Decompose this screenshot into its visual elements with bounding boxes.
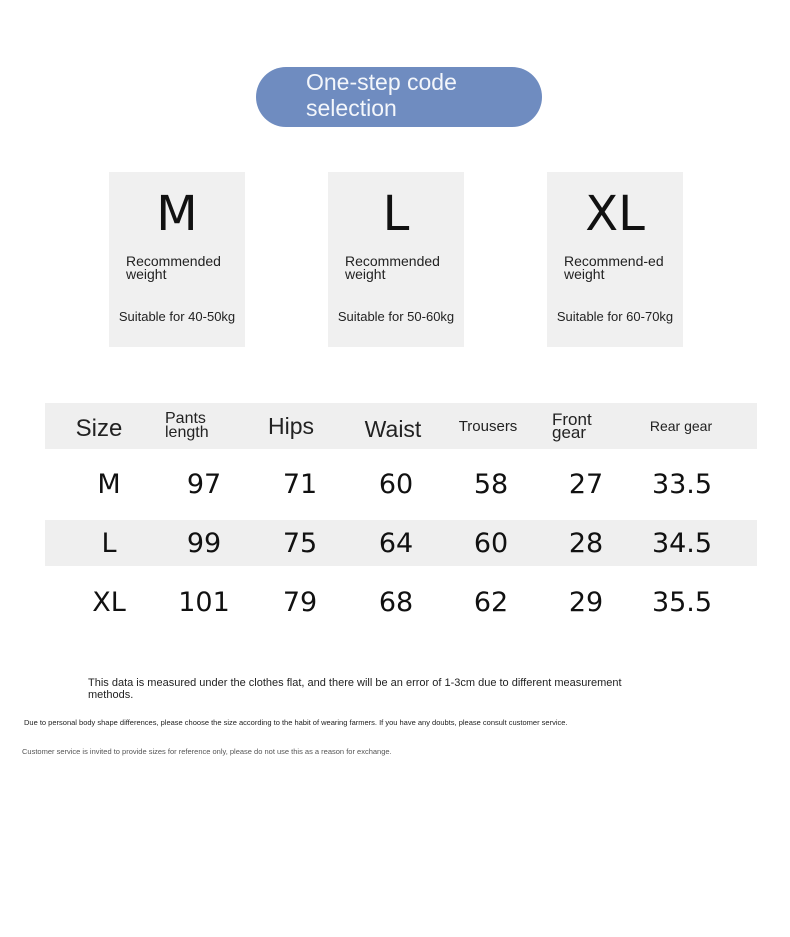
cell-hips: 79 bbox=[282, 586, 318, 618]
cell-pants-length: 101 bbox=[178, 586, 230, 618]
cell-trousers: 60 bbox=[473, 527, 509, 559]
table-row-l bbox=[45, 520, 757, 566]
cell-rear-gear: 33.5 bbox=[651, 469, 713, 500]
card-recommended-label: Recommended weight bbox=[345, 253, 440, 282]
card-size-label: XL bbox=[585, 186, 645, 242]
header-hips: Hips bbox=[267, 412, 314, 439]
header-front-gear: Front gear bbox=[552, 410, 592, 442]
size-card-l bbox=[328, 172, 464, 347]
card-size-label: M bbox=[156, 186, 198, 242]
card-recommended-label: Recommended weight bbox=[126, 253, 221, 282]
header-trousers: Trousers bbox=[458, 417, 518, 435]
cell-hips: 75 bbox=[282, 527, 318, 559]
table-row-m bbox=[45, 449, 757, 520]
size-card-m bbox=[109, 172, 245, 347]
card-weight-range: Suitable for 60-70kg bbox=[556, 309, 674, 324]
table-header-row bbox=[45, 403, 757, 449]
table-row-xl bbox=[45, 566, 757, 638]
cell-trousers: 58 bbox=[473, 469, 509, 500]
cell-rear-gear: 35.5 bbox=[651, 586, 713, 618]
customer-service-note: Customer service is invited to provide sizes for reference only, please do not use this as a reason for exchange. bbox=[22, 747, 392, 756]
cell-waist: 68 bbox=[378, 586, 414, 618]
cell-waist: 64 bbox=[378, 527, 414, 559]
cell-size: M bbox=[97, 469, 121, 500]
card-recommended-label: Recommend-ed weight bbox=[564, 253, 664, 282]
header-waist: Waist bbox=[364, 415, 422, 442]
size-selection-banner bbox=[256, 67, 542, 127]
cell-size: XL bbox=[92, 586, 126, 618]
measurement-note: This data is measured under the clothes flat, and there will be an error of 1-3cm due to different measurement methods. bbox=[88, 677, 622, 701]
card-weight-range: Suitable for 40-50kg bbox=[118, 309, 236, 324]
cell-pants-length: 99 bbox=[186, 527, 222, 559]
cell-waist: 60 bbox=[378, 469, 414, 500]
size-card-xl bbox=[547, 172, 683, 347]
cell-trousers: 62 bbox=[473, 586, 509, 618]
header-rear-gear: Rear gear bbox=[649, 418, 713, 434]
card-weight-range: Suitable for 50-60kg bbox=[337, 309, 455, 324]
banner-title: One-step code selection bbox=[306, 69, 457, 121]
cell-pants-length: 97 bbox=[186, 469, 222, 500]
header-pants-length: Pants length bbox=[165, 410, 209, 441]
body-shape-note: Due to personal body shape differences, please choose the size according to the habit of wearing farmers. If you have any doubts, please consult customer service. bbox=[24, 718, 568, 727]
cell-front-gear: 27 bbox=[568, 469, 604, 500]
cell-hips: 71 bbox=[282, 469, 318, 500]
cell-size: L bbox=[101, 527, 117, 559]
cell-rear-gear: 34.5 bbox=[651, 527, 713, 559]
cell-front-gear: 29 bbox=[568, 586, 604, 618]
cell-front-gear: 28 bbox=[568, 527, 604, 559]
card-size-label: L bbox=[382, 186, 410, 242]
size-chart-table bbox=[45, 403, 757, 638]
header-size: Size bbox=[75, 415, 123, 442]
